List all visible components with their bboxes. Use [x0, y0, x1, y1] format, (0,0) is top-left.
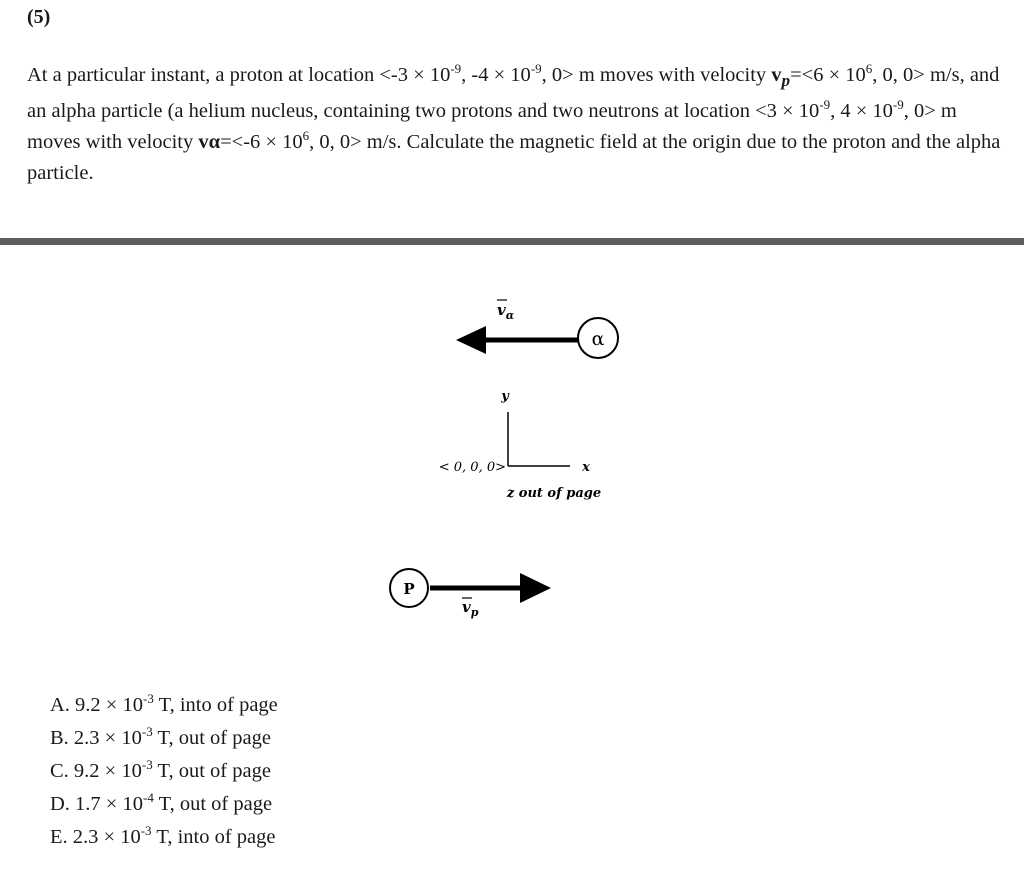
- proton-velocity-arrow: [430, 573, 551, 603]
- x-axis-label: x: [582, 460, 590, 475]
- alpha-velocity-arrow: [456, 326, 578, 354]
- origin-label: < 0, 0, 0>: [438, 460, 506, 475]
- y-axis-label: y: [501, 389, 509, 404]
- choice-c[interactable]: C. $9.2 \times 10^{-3}$ T, out of page: [50, 757, 271, 782]
- answer-choices: [50, 689, 278, 854]
- choice-d[interactable]: D. $1.7 \times 10^{-4}$ T, out of page: [50, 790, 273, 815]
- question-text: At a particular instant, a proton at location $<-3 \times 10^{-9}$, $-4 \times 10^{-9}$, 0> m moves with velocity $v_p=<6 \times 10^6$, 0, 0> m/s, and an alpha particle (a helium nucleus, containing two protons and two neutrons at location $<3 \times 10^{-9}$, $4 \times 10^{-9}$, 0> m moves with velocity $v\alpha=<-6 \times 10^6$, 0, 0> m/s. Calculate the magnetic field at the origin due to the proton and the alpha particle.: [27, 61, 1001, 185]
- choice-a[interactable]: A. $9.2 \times 10^{-3}$ T, into of page: [50, 691, 278, 716]
- question-number: (5): [27, 6, 51, 28]
- proton-particle-label: P: [403, 580, 415, 598]
- choice-b[interactable]: B. $2.3 \times 10^{-3}$ T, out of page: [50, 724, 271, 749]
- z-axis-label: z out of page: [506, 486, 602, 501]
- alpha-particle-label: α: [591, 328, 605, 350]
- proton-velocity-label: $v_p$: [462, 598, 479, 619]
- alpha-velocity-label: $v_\alpha$: [497, 301, 515, 322]
- choice-e[interactable]: E. $2.3 \times 10^{-3}$ T, into of page: [50, 823, 276, 848]
